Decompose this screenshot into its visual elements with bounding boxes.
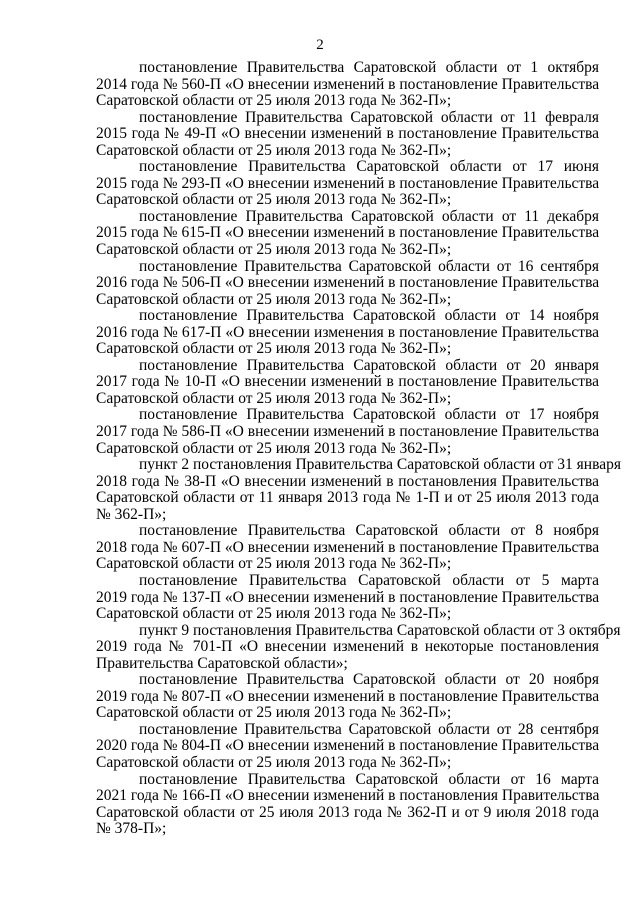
list-item	[96, 308, 599, 358]
text-line: 2017 года № 10-П «О внесении изменений в постановление Правительства	[96, 373, 599, 391]
text-line: постановление Правительства Саратовской области от 20 января	[139, 356, 599, 374]
text-line: 2014 года № 560-П «О внесении изменений в постановление Правительства	[96, 75, 600, 93]
text-line: 2020 года № 804-П «О внесении изменений в постановление Правительства	[96, 737, 600, 755]
text-line: Саратовской области от 25 июля 2013 года № 362-П»;	[96, 389, 452, 407]
text-line: постановление Правительства Саратовской области от 8 ноября	[139, 522, 599, 540]
text-line: № 378-П»;	[96, 820, 167, 838]
text-line: пункт 9 постановления Правительства Саратовской области от 3 октября	[139, 621, 621, 639]
list-item	[96, 772, 599, 838]
text-line: постановление Правительства Саратовской области от 1 октября	[139, 59, 599, 76]
list-item	[96, 159, 599, 209]
text-line: 2015 года № 49-П «О внесении изменений в постановление Правительства	[96, 125, 599, 143]
list-item	[96, 456, 621, 523]
text-line: Саратовской области от 25 июля 2013 года № 362-П»;	[96, 340, 452, 358]
text-line: Саратовской области от 25 июля 2013 года № 362-П»;	[96, 290, 452, 308]
text-line: № 362-П»;	[96, 505, 167, 523]
text-line: 2018 года № 38-П «О внесении изменений в постановления Правительства	[96, 472, 599, 490]
text-line: постановление Правительства Саратовской области от 17 ноября	[139, 406, 599, 424]
text-line: постановление Правительства Саратовской области от 16 сентября	[139, 257, 599, 275]
text-line: пункт 2 постановления Правительства Саратовской области от 31 января	[139, 456, 621, 474]
text-line: Саратовской области от 25 июля 2013 года № 362-П»;	[96, 704, 452, 722]
text-line: постановление Правительства Саратовской области от 16 марта	[139, 770, 599, 788]
text-line: Саратовской области от 25 июля 2013 года № 362-П»;	[96, 605, 452, 623]
list-item	[96, 722, 599, 772]
text-line: Саратовской области от 25 июля 2013 года № 362-П»;	[96, 555, 452, 573]
text-line: Саратовской области от 25 июля 2013 года № 362-П и от 9 июля 2018 года	[96, 803, 599, 821]
text-line: 2015 года № 293-П «О внесении изменений в постановление Правительства	[96, 174, 600, 192]
text-line: постановление Правительства Саратовской области от 11 декабря	[139, 207, 599, 225]
page-number: 2	[316, 37, 324, 53]
text-line: постановление Правительства Саратовской области от 17 июня	[139, 158, 599, 176]
list-item	[96, 60, 599, 110]
text-line: 2021 года № 166-П «О внесении изменений в постановления Правительства	[96, 787, 600, 805]
text-line: Саратовской области от 25 июля 2013 года № 362-П»;	[96, 191, 452, 209]
text-line: постановление Правительства Саратовской области от 5 марта	[139, 571, 599, 589]
text-line: Саратовской области от 25 июля 2013 года № 362-П»;	[96, 141, 452, 159]
list-item	[96, 672, 599, 722]
list-item	[96, 259, 599, 309]
text-line: Саратовской области от 25 июля 2013 года № 362-П»;	[96, 753, 452, 771]
list-item	[96, 621, 621, 673]
document-body	[96, 59, 621, 838]
list-item	[96, 209, 599, 259]
text-line: 2018 года № 607-П «О внесении изменений в постановление Правительства	[96, 538, 600, 556]
text-line: 2019 года № 137-П «О внесении изменений в постановление Правительства	[96, 588, 600, 606]
text-line: Правительства Саратовской области»;	[96, 654, 348, 672]
text-line: Саратовской области от 25 июля 2013 года № 362-П»;	[96, 439, 452, 457]
list-item	[96, 110, 599, 160]
text-line: постановление Правительства Саратовской области от 14 ноября	[139, 307, 599, 325]
text-line: 2015 года № 615-П «О внесении изменений в постановление Правительства	[96, 224, 600, 242]
text-line: 2019 года № 701-П «О внесении изменений в некоторые постановления	[96, 638, 599, 656]
text-line: 2017 года № 586-П «О внесении изменений в постановление Правительства	[96, 423, 600, 441]
text-line: Саратовской области от 25 июля 2013 года № 362-П»;	[96, 92, 452, 110]
list-item	[96, 407, 599, 457]
text-line: Саратовской области от 25 июля 2013 года № 362-П»;	[96, 241, 452, 259]
text-line: постановление Правительства Саратовской области от 11 февраля	[139, 108, 599, 126]
text-line: постановление Правительства Саратовской области от 28 сентября	[139, 720, 599, 738]
text-line: 2019 года № 807-П «О внесении изменений в постановление Правительства	[96, 687, 600, 705]
text-line: 2016 года № 617-П «О внесении изменения в постановление Правительства	[96, 323, 599, 341]
text-line: Саратовской области от 11 января 2013 года № 1-П и от 25 июля 2013 года	[96, 489, 599, 507]
text-line: 2016 года № 506-П «О внесении изменений в постановление Правительства	[96, 274, 600, 292]
list-item	[96, 523, 599, 573]
text-line: постановление Правительства Саратовской области от 20 ноября	[139, 671, 599, 689]
list-item	[96, 358, 599, 408]
list-item	[96, 573, 599, 623]
